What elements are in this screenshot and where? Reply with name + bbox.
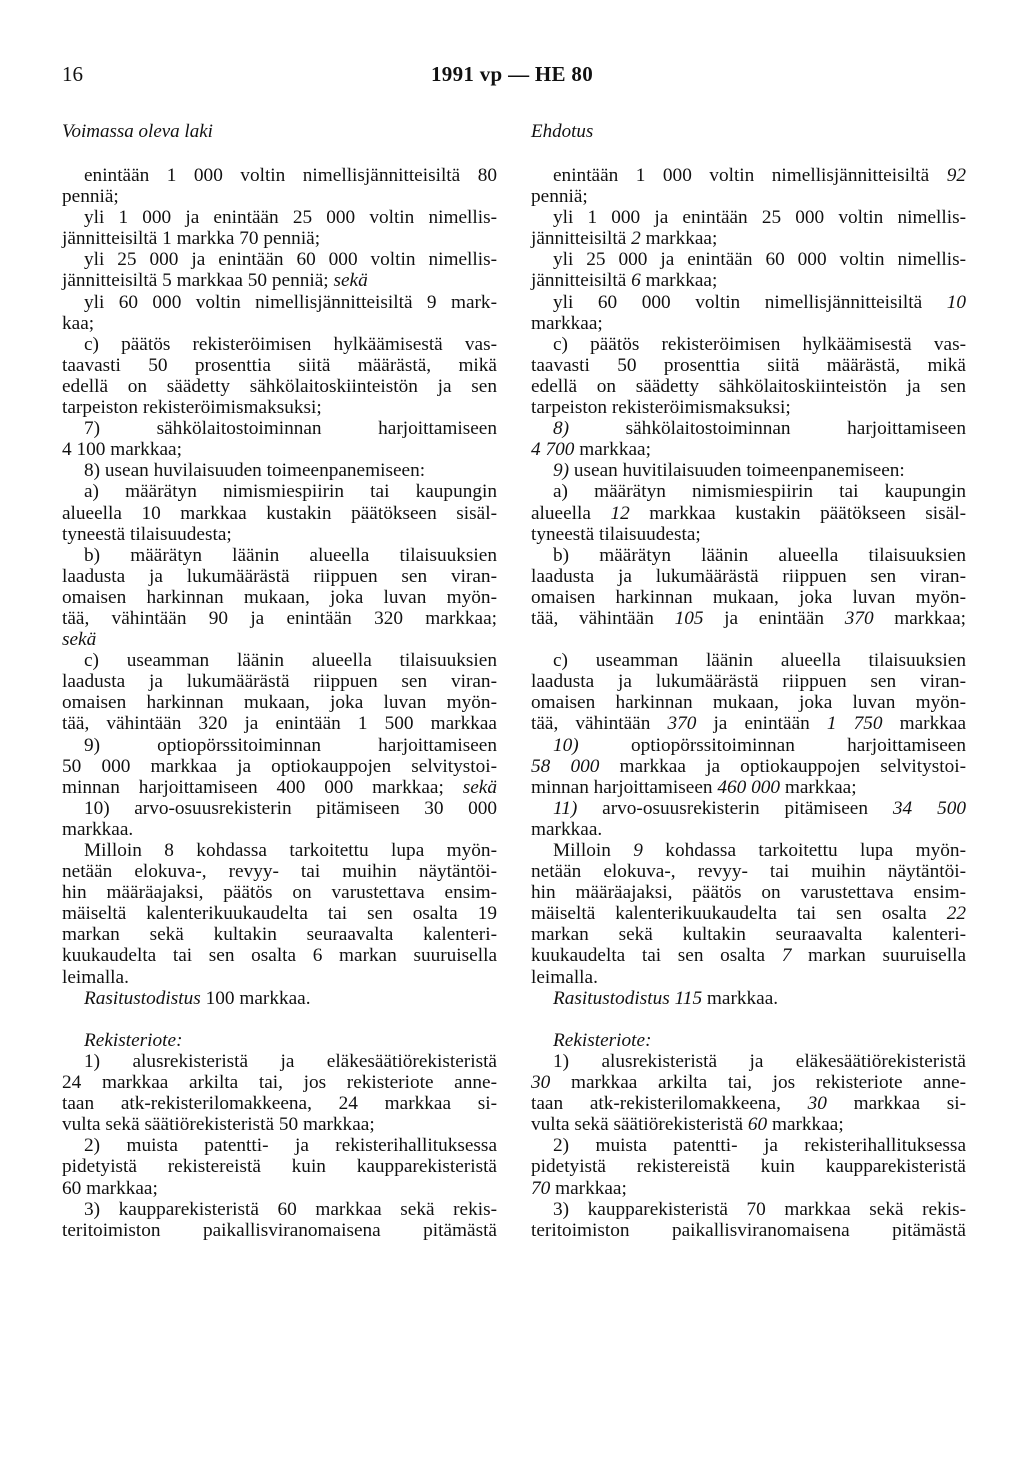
text-line: b) määrätyn läänin alueella tilaisuuksien [84,544,497,566]
text-line: Milloin 8 kohdassa tarkoitettu lupa myön- [84,840,497,861]
text-line: leimalla. [531,966,598,988]
text-line [531,735,966,756]
text-span: markkaa [882,713,966,735]
text-line: leimalla. [62,966,129,988]
text-span: markkaa; [550,1177,627,1199]
italic-text-span: 30 [807,1093,827,1115]
italic-text-span: Rasitustodistus 115 [553,987,703,1009]
text-span: minnan harjoittamiseen 400 000 markkaa; [62,776,463,798]
italic-text-span: 4 700 [531,439,575,461]
italic-text-span: 105 [674,607,704,629]
text-span: yli 60 000 voltin nimellisjännitteisiltä [553,291,947,313]
italic-text-span: 10) [553,734,579,756]
text-line [62,1030,497,1051]
text-line: tää, vähintään 90 ja enintään 320 markkaa; [62,607,497,629]
text-line: taavasti 50 prosenttia siitä määrästä, mikä [62,354,497,376]
italic-text-span: Rasitustodistus [84,987,201,1009]
text-line [531,165,966,186]
text-span: usean huvitilaisuuden toimeenpanemiseen: [569,460,905,482]
text-span: alueella [531,502,611,524]
text-span: enintään 1 000 voltin nimellisjännitteisiltä [553,165,947,186]
text-line [531,1009,966,1030]
text-span: markkaa; [640,270,718,292]
text-line: yli 1 000 ja enintään 25 000 voltin nimellis- [553,207,966,229]
text-line: mäiseltä kalenterikuukaudelta tai sen osalta 19 [62,903,497,925]
text-span: taan atk-rekisterilomakkeena, [531,1093,808,1115]
text-line: 60 markkaa; [62,1177,158,1199]
text-line [531,228,966,249]
text-line: 9) optiopörssitoiminnan harjoittamiseen [84,734,497,756]
text-span: jännitteisiltä [531,228,632,250]
text-span: tää, vähintään [531,607,675,629]
text-line: 3) kaupparekisteristä 60 markkaa sekä rekis- [84,1198,497,1220]
text-line: 4 100 markkaa; [62,439,182,461]
text-line: omaisen harkinnan mukaan, joka luvan myön- [62,586,497,608]
page-number: 16 [62,62,83,86]
text-span: ja enintään [696,713,827,735]
text-span: markkaa; [640,228,718,250]
text-line [531,903,966,924]
text-line: jännitteisiltä 1 markka 70 penniä; [62,228,321,250]
text-line: kuukaudelta tai sen osalta 6 markan suuruisella [62,945,497,967]
text-line: 1) alusrekisteristä ja eläkesäätiörekisteristä [553,1050,966,1072]
text-line [62,988,497,1009]
text-span: mäiseltä kalenterikuukaudelta tai sen osalta [531,903,947,925]
text-line: tyneestä tilaisuudesta; [531,523,701,545]
text-line: markkaa. [62,818,134,840]
italic-text-span: 1 750 [826,713,883,735]
text-span: minnan harjoittamiseen [531,776,718,798]
text-line [531,503,966,524]
text-line [531,1114,966,1135]
text-line [531,629,966,650]
left-column-heading: Voimassa oleva laki [62,121,213,142]
italic-text-span: 22 [946,903,966,925]
italic-text-span: sekä [333,270,368,292]
text-line: teritoimiston paikallisviranomaisena pitämästä [531,1219,966,1241]
italic-text-span: 58 000 [531,755,600,777]
text-line [531,756,966,777]
text-line [531,798,966,819]
italic-text-span: sekä [62,629,97,651]
text-line: markan sekä kultakin seuraavalta kalenteri- [62,924,497,946]
text-span: optiopörssitoiminnan harjoittamiseen [578,734,966,756]
text-line [531,1178,966,1199]
text-line: omaisen harkinnan mukaan, joka luvan myön- [62,692,497,714]
text-line [531,418,966,439]
text-line [531,608,966,629]
italic-text-span: 12 [610,502,630,524]
italic-text-span: sekä [462,776,497,798]
text-line: tää, vähintään 320 ja enintään 1 500 markkaa [62,713,497,735]
italic-text-span: 11) [553,797,578,819]
text-line: vulta sekä säätiörekisteristä 50 markkaa; [62,1114,375,1136]
text-line: c) päätös rekisteröimisen hylkäämisestä vas- [84,333,497,355]
text-span: jännitteisiltä 5 markkaa 50 penniä; [62,270,334,292]
text-line: yli 60 000 voltin nimellisjännitteisiltä 9 mark- [84,291,497,313]
text-line [531,270,966,291]
text-line: edellä on säädetty sähkölaitoskiinteistön ja sen [531,375,966,397]
italic-text-span: Rekisteriote: [84,1029,183,1051]
text-span: arvo-osuusrekisterin pitämiseen [577,797,893,819]
text-line: taan atk-rekisterilomakkeena, 24 markkaa si- [62,1093,497,1115]
page-title: 1991 vp — HE 80 [430,62,594,86]
text-line: 1) alusrekisteristä ja eläkesäätiörekisteristä [84,1050,497,1072]
text-line [531,292,966,313]
text-line: penniä; [62,186,119,208]
current-law-column [62,165,497,1241]
italic-text-span: 2 [631,228,641,250]
text-span: markkaa; [873,607,966,629]
italic-text-span: 370 [667,713,697,735]
text-span: markkaa; [780,776,857,798]
text-line [531,840,966,861]
italic-text-span: 10 [946,291,966,313]
text-line: netään elokuva-, revyy- tai muihin näytäntöi- [531,861,966,883]
text-line: taavasti 50 prosenttia siitä määrästä, mikä [531,354,966,376]
text-line [62,777,497,798]
text-line: laadusta ja lukumäärästä riippuen sen viran- [62,565,497,587]
text-line [62,1009,497,1030]
text-span: markan suuruisella [791,945,966,967]
text-line [531,777,966,798]
text-line [531,713,966,734]
text-line: a) määrätyn nimismiespiirin tai kaupungin [84,481,497,503]
text-span: kohdassa tarkoitettu lupa myön- [642,840,966,861]
text-line: yli 1 000 ja enintään 25 000 voltin nimellis- [84,207,497,229]
italic-text-span: 370 [844,607,874,629]
italic-text-span: 92 [946,165,966,186]
italic-text-span: 70 [531,1177,551,1199]
text-line: hin määräajaksi, päätös on varustettava ensim- [531,882,966,904]
text-line [62,629,497,650]
right-column-heading: Ehdotus [531,121,594,142]
text-line: netään elokuva-, revyy- tai muihin näytäntöi- [62,861,497,883]
text-span: markkaa; [574,439,651,461]
text-span: markkaa kustakin päätökseen sisäl- [629,502,966,524]
text-line [531,439,966,460]
text-line: 24 markkaa arkilta tai, jos rekisteriote anne- [62,1072,497,1094]
text-span: markkaa si- [826,1093,967,1115]
text-line [531,460,966,481]
text-span: tää, vähintään [531,713,668,735]
text-span: 100 markkaa. [200,987,311,1009]
italic-text-span: Rekisteriote: [553,1029,652,1051]
text-line [531,1030,966,1051]
text-line [531,1072,966,1093]
text-line: laadusta ja lukumäärästä riippuen sen viran- [531,565,966,587]
text-line [531,945,966,966]
text-line: 2) muista patentti- ja rekisterihallituksessa [84,1135,497,1157]
text-span: kuukaudelta tai sen osalta [531,945,782,967]
italic-text-span: 34 500 [892,797,966,819]
italic-text-span: 460 000 [717,776,781,798]
text-span: markkaa arkilta tai, jos rekisteriote anne- [550,1072,966,1094]
proposal-column [531,165,966,1241]
text-line: markan sekä kultakin seuraavalta kalenteri- [531,924,966,946]
text-span: Milloin [553,840,634,861]
text-line: hin määräajaksi, päätös on varustettava ensim- [62,882,497,904]
text-line: b) määrätyn läänin alueella tilaisuuksien [553,544,966,566]
text-span: ja enintään [703,607,845,629]
text-line: edellä on säädetty sähkölaitoskiinteistön ja sen [62,375,497,397]
text-span: sähkölaitostoiminnan harjoittamiseen [569,418,966,440]
text-line [531,1093,966,1114]
text-span: vulta sekä säätiörekisteristä [531,1114,748,1136]
text-span: markkaa. [702,987,779,1009]
italic-text-span: 6 [631,270,641,292]
text-line: markkaa. [531,818,603,840]
text-line: laadusta ja lukumäärästä riippuen sen viran- [531,671,966,693]
text-line: markkaa; [531,312,603,334]
text-span: markkaa; [767,1114,844,1136]
italic-text-span: 60 [747,1114,768,1136]
italic-text-span: 9 [633,840,643,861]
italic-text-span: 30 [531,1072,551,1094]
text-line: alueella 10 markkaa kustakin päätökseen sisäl- [62,502,497,524]
text-line: 3) kaupparekisteristä 70 markkaa sekä rekis- [553,1198,966,1220]
text-line: enintään 1 000 voltin nimellisjännitteisiltä 80 [84,165,497,186]
text-line: 7) sähkölaitostoiminnan harjoittamiseen [84,418,497,440]
text-line: laadusta ja lukumäärästä riippuen sen viran- [62,671,497,693]
text-line [531,988,966,1009]
text-line: pidetyistä rekistereistä kuin kaupparekisteristä [531,1156,966,1178]
text-line: penniä; [531,186,588,208]
text-line: tyneestä tilaisuudesta; [62,523,232,545]
text-line: omaisen harkinnan mukaan, joka luvan myön- [531,692,966,714]
italic-text-span: 8) [553,418,570,440]
text-line: tarpeiston rekisteröimismaksuksi; [531,397,791,419]
text-line: c) päätös rekisteröimisen hylkäämisestä vas- [553,333,966,355]
text-line [62,270,497,291]
text-line: 2) muista patentti- ja rekisterihallituksessa [553,1135,966,1157]
text-line: c) useamman läänin alueella tilaisuuksien [84,650,497,672]
text-line: 50 000 markkaa ja optiokauppojen selvitystoi- [62,755,497,777]
text-line: yli 25 000 ja enintään 60 000 voltin nimellis- [84,249,497,271]
text-line: teritoimiston paikallisviranomaisena pitämästä [62,1219,497,1241]
italic-text-span: 9) [553,460,570,482]
text-line: kaa; [62,312,95,334]
text-span: jännitteisiltä [531,270,632,292]
text-line: yli 25 000 ja enintään 60 000 voltin nimellis- [553,249,966,271]
text-line: c) useamman läänin alueella tilaisuuksien [553,650,966,672]
text-line: a) määrätyn nimismiespiirin tai kaupungin [553,481,966,503]
text-line: omaisen harkinnan mukaan, joka luvan myön- [531,586,966,608]
text-line: pidetyistä rekistereistä kuin kaupparekisteristä [62,1156,497,1178]
italic-text-span: 7 [781,945,792,967]
text-line: 8) usean huvilaisuuden toimeenpanemiseen: [84,460,426,482]
text-span: markkaa ja optiokauppojen selvitystoi- [599,755,966,777]
text-line: 10) arvo-osuusrekisterin pitämiseen 30 000 [84,797,497,819]
text-line: tarpeiston rekisteröimismaksuksi; [62,397,322,419]
